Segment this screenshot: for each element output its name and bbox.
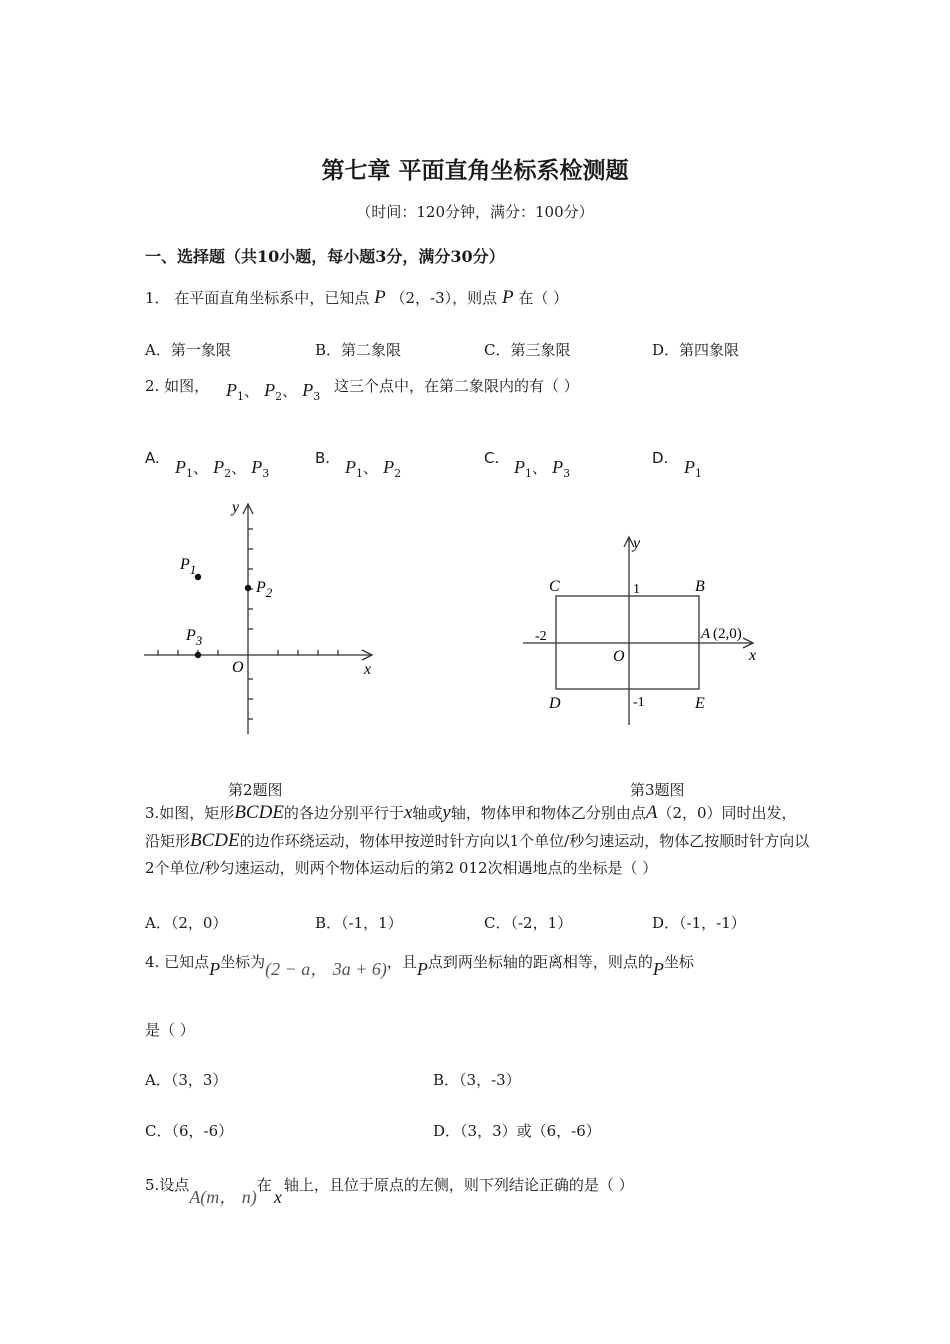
q2a-p2: P — [213, 457, 225, 477]
q2-option-c-letter: C. — [484, 449, 500, 467]
q2-text-pre: 2. 如图， — [145, 377, 210, 395]
fig2-p3-letter: P — [186, 627, 196, 644]
q2-option-a-letter: A. — [145, 449, 160, 467]
q4-option-b: B．（3，-3） — [433, 1071, 521, 1089]
fig3-e-label: E — [695, 695, 705, 712]
q2d-sub1: 1 — [695, 467, 702, 481]
q4-option-c: C．（6，-6） — [145, 1122, 234, 1140]
fig3-a-label: A — [701, 626, 711, 642]
q2b-p2: P — [383, 457, 395, 477]
fig2-p2-label — [255, 579, 273, 600]
q4-expr: (2 − a， 3a + 6) — [265, 959, 387, 979]
q2c-p1: P — [514, 457, 525, 477]
fig2-caption: 第2题图 — [228, 781, 283, 799]
q3-option-b: B．（-1，1） — [315, 914, 403, 932]
q1-option-d: D．第四象限 — [652, 341, 740, 359]
point-p2 — [245, 585, 251, 591]
fig3-y-label: y — [633, 535, 641, 552]
fig3-caption: 第3题图 — [630, 781, 685, 799]
fig3-tick-neg2: -2 — [535, 629, 547, 644]
fig2-x-label: x — [364, 661, 372, 678]
q4-line2: 是（ ） — [145, 1021, 195, 1039]
q1-option-a: A．第一象限 — [145, 341, 231, 359]
q1-text-post: 在（ ） — [518, 289, 569, 307]
q1-option-c: C．第三象限 — [484, 341, 571, 359]
q2-p1: P — [226, 380, 237, 400]
q2a-sub3: 3 — [262, 467, 270, 481]
q2c-sub3: 3 — [563, 467, 571, 481]
q1-var-p: P — [374, 287, 386, 308]
q2c-p3: P — [552, 457, 564, 477]
q3-s1: 3.如图，矩形 — [145, 804, 235, 822]
fig3-d-label: D — [549, 695, 561, 712]
fig3-b-label: B — [695, 578, 705, 595]
q4-p-var: P — [209, 959, 221, 979]
fig2-y-label: y — [232, 499, 240, 516]
q2b-sep: 、 — [363, 459, 379, 477]
question-5 — [145, 1170, 634, 1207]
q2-points — [226, 380, 320, 403]
q5-pre: 5.设点 — [145, 1176, 190, 1194]
fig2-p3-label — [185, 627, 203, 648]
q4-s3: ，且 — [386, 953, 417, 971]
q2-p3: P — [302, 380, 314, 400]
q2-text-post: 这三个点中，在第二象限内的有（ ） — [334, 377, 579, 395]
q3-y: y — [442, 802, 451, 823]
point-p3 — [195, 652, 201, 658]
fig2-p1-sub: 1 — [189, 562, 197, 577]
q1-text-pre: 1． 在平面直角坐标系中，已知点 — [145, 289, 370, 307]
q2c-sep: 、 — [532, 459, 548, 477]
q2-option-b-letter: B. — [315, 449, 331, 467]
q3-option-d: D．（-1，-1） — [652, 914, 746, 932]
q2a-sub2: 2 — [224, 467, 232, 481]
q3-s3: 轴或 — [412, 804, 443, 822]
q2a-p1: P — [175, 457, 186, 477]
fig2-p2-letter: P — [256, 579, 266, 596]
section-heading: 一、选择题（共10小题，每小题3分，满分30分） — [145, 247, 505, 266]
q3-a: A — [645, 802, 658, 823]
q5-x-var: x — [273, 1187, 282, 1207]
q2-option-d — [684, 457, 702, 480]
q2a-sep: 、 — [193, 459, 209, 477]
q5-expr: A(m， n) — [189, 1187, 257, 1207]
fig2-p1-label — [179, 556, 196, 577]
page-title: 第七章 平面直角坐标系检测题 — [321, 157, 629, 184]
q2-p3-sub: 3 — [313, 390, 321, 404]
fig3-tick-neg1: -1 — [633, 695, 645, 710]
fig2-p3-sub: 3 — [195, 633, 203, 648]
fig2-origin-label: O — [232, 659, 244, 676]
q5-zai: 在 — [256, 1176, 272, 1194]
q4-s4: 点到两坐标轴的距离相等，则点的 — [427, 953, 653, 971]
q1-var-p2: P — [501, 287, 514, 308]
fig2-p2-sub: 2 — [265, 585, 273, 600]
question-1 — [145, 287, 568, 309]
q4-s5: 坐标 — [663, 953, 694, 971]
q3-s2: 的各边分别平行于 — [283, 804, 404, 822]
q2-option-d-letter: D. — [652, 449, 669, 467]
q1-option-b: B．第二象限 — [315, 341, 402, 359]
q1-text-mid: （2，-3），则点 — [390, 289, 498, 307]
q3-s4: 轴，物体甲和物体乙分别由点 — [450, 804, 646, 822]
q2-option-c — [514, 457, 570, 480]
q3-x: x — [403, 802, 413, 823]
q2b-sub2: 2 — [394, 467, 402, 481]
q3-s5: （2，0）同时出发，沿矩形 — [145, 804, 797, 850]
q2-option-a — [175, 457, 269, 480]
fig3-a-coord: (2,0) — [713, 626, 742, 642]
q4-option-d: D．（3，3）或（6，-6） — [433, 1122, 601, 1140]
q4-s2: 坐标为 — [220, 953, 266, 971]
fig2-p1-letter: P — [180, 556, 190, 573]
q3-bcde2: BCDE — [190, 830, 240, 851]
q2a-sep: 、 — [231, 459, 247, 477]
q3-bcde: BCDE — [234, 802, 284, 823]
q2a-sub1: 1 — [186, 467, 193, 481]
q2-p2: P — [264, 380, 276, 400]
q4-option-a: A．（3，3） — [145, 1071, 228, 1089]
q5-post: 轴上，且位于原点的左侧，则下列结论正确的是（ ） — [283, 1176, 634, 1194]
subtitle: （时间：120分钟，满分：100分） — [356, 203, 594, 221]
q4-p-var2: P — [416, 959, 428, 979]
q2a-p3: P — [251, 457, 263, 477]
q3-s6: 的边作环绕运动，物体甲按逆时针方向以1个单位/秒匀速运动，物体乙按顺时针方向以2个单位/秒匀速运动，则两个物体运动后的第2 012次相遇地点的坐标是（ ） — [145, 832, 810, 877]
fig3-x-label: x — [749, 647, 757, 664]
fig3-c-label: C — [549, 578, 560, 595]
q2-sep: 、 — [244, 382, 260, 400]
q2b-p1: P — [345, 457, 356, 477]
q3-option-a: A．（2，0） — [145, 914, 228, 932]
q2b-sub1: 1 — [356, 467, 363, 481]
q4-pre: 4. 已知点 — [145, 953, 210, 971]
fig3-origin-label: O — [613, 648, 625, 665]
figure-q2 — [140, 494, 390, 744]
q2d-p1: P — [684, 457, 695, 477]
q2-p1-sub: 1 — [237, 390, 244, 404]
q2-sep: 、 — [282, 382, 298, 400]
q3-option-c: C．（-2，1） — [484, 914, 573, 932]
fig3-tick-1: 1 — [633, 582, 640, 597]
figure-q3 — [515, 530, 780, 730]
question-3 — [145, 799, 810, 882]
q4-p-var3: P — [652, 959, 664, 979]
q2-p2-sub: 2 — [275, 390, 283, 404]
y-ticks — [248, 529, 253, 719]
q2-option-b — [345, 457, 401, 480]
question-4 — [145, 947, 694, 979]
q2c-sub1: 1 — [525, 467, 532, 481]
